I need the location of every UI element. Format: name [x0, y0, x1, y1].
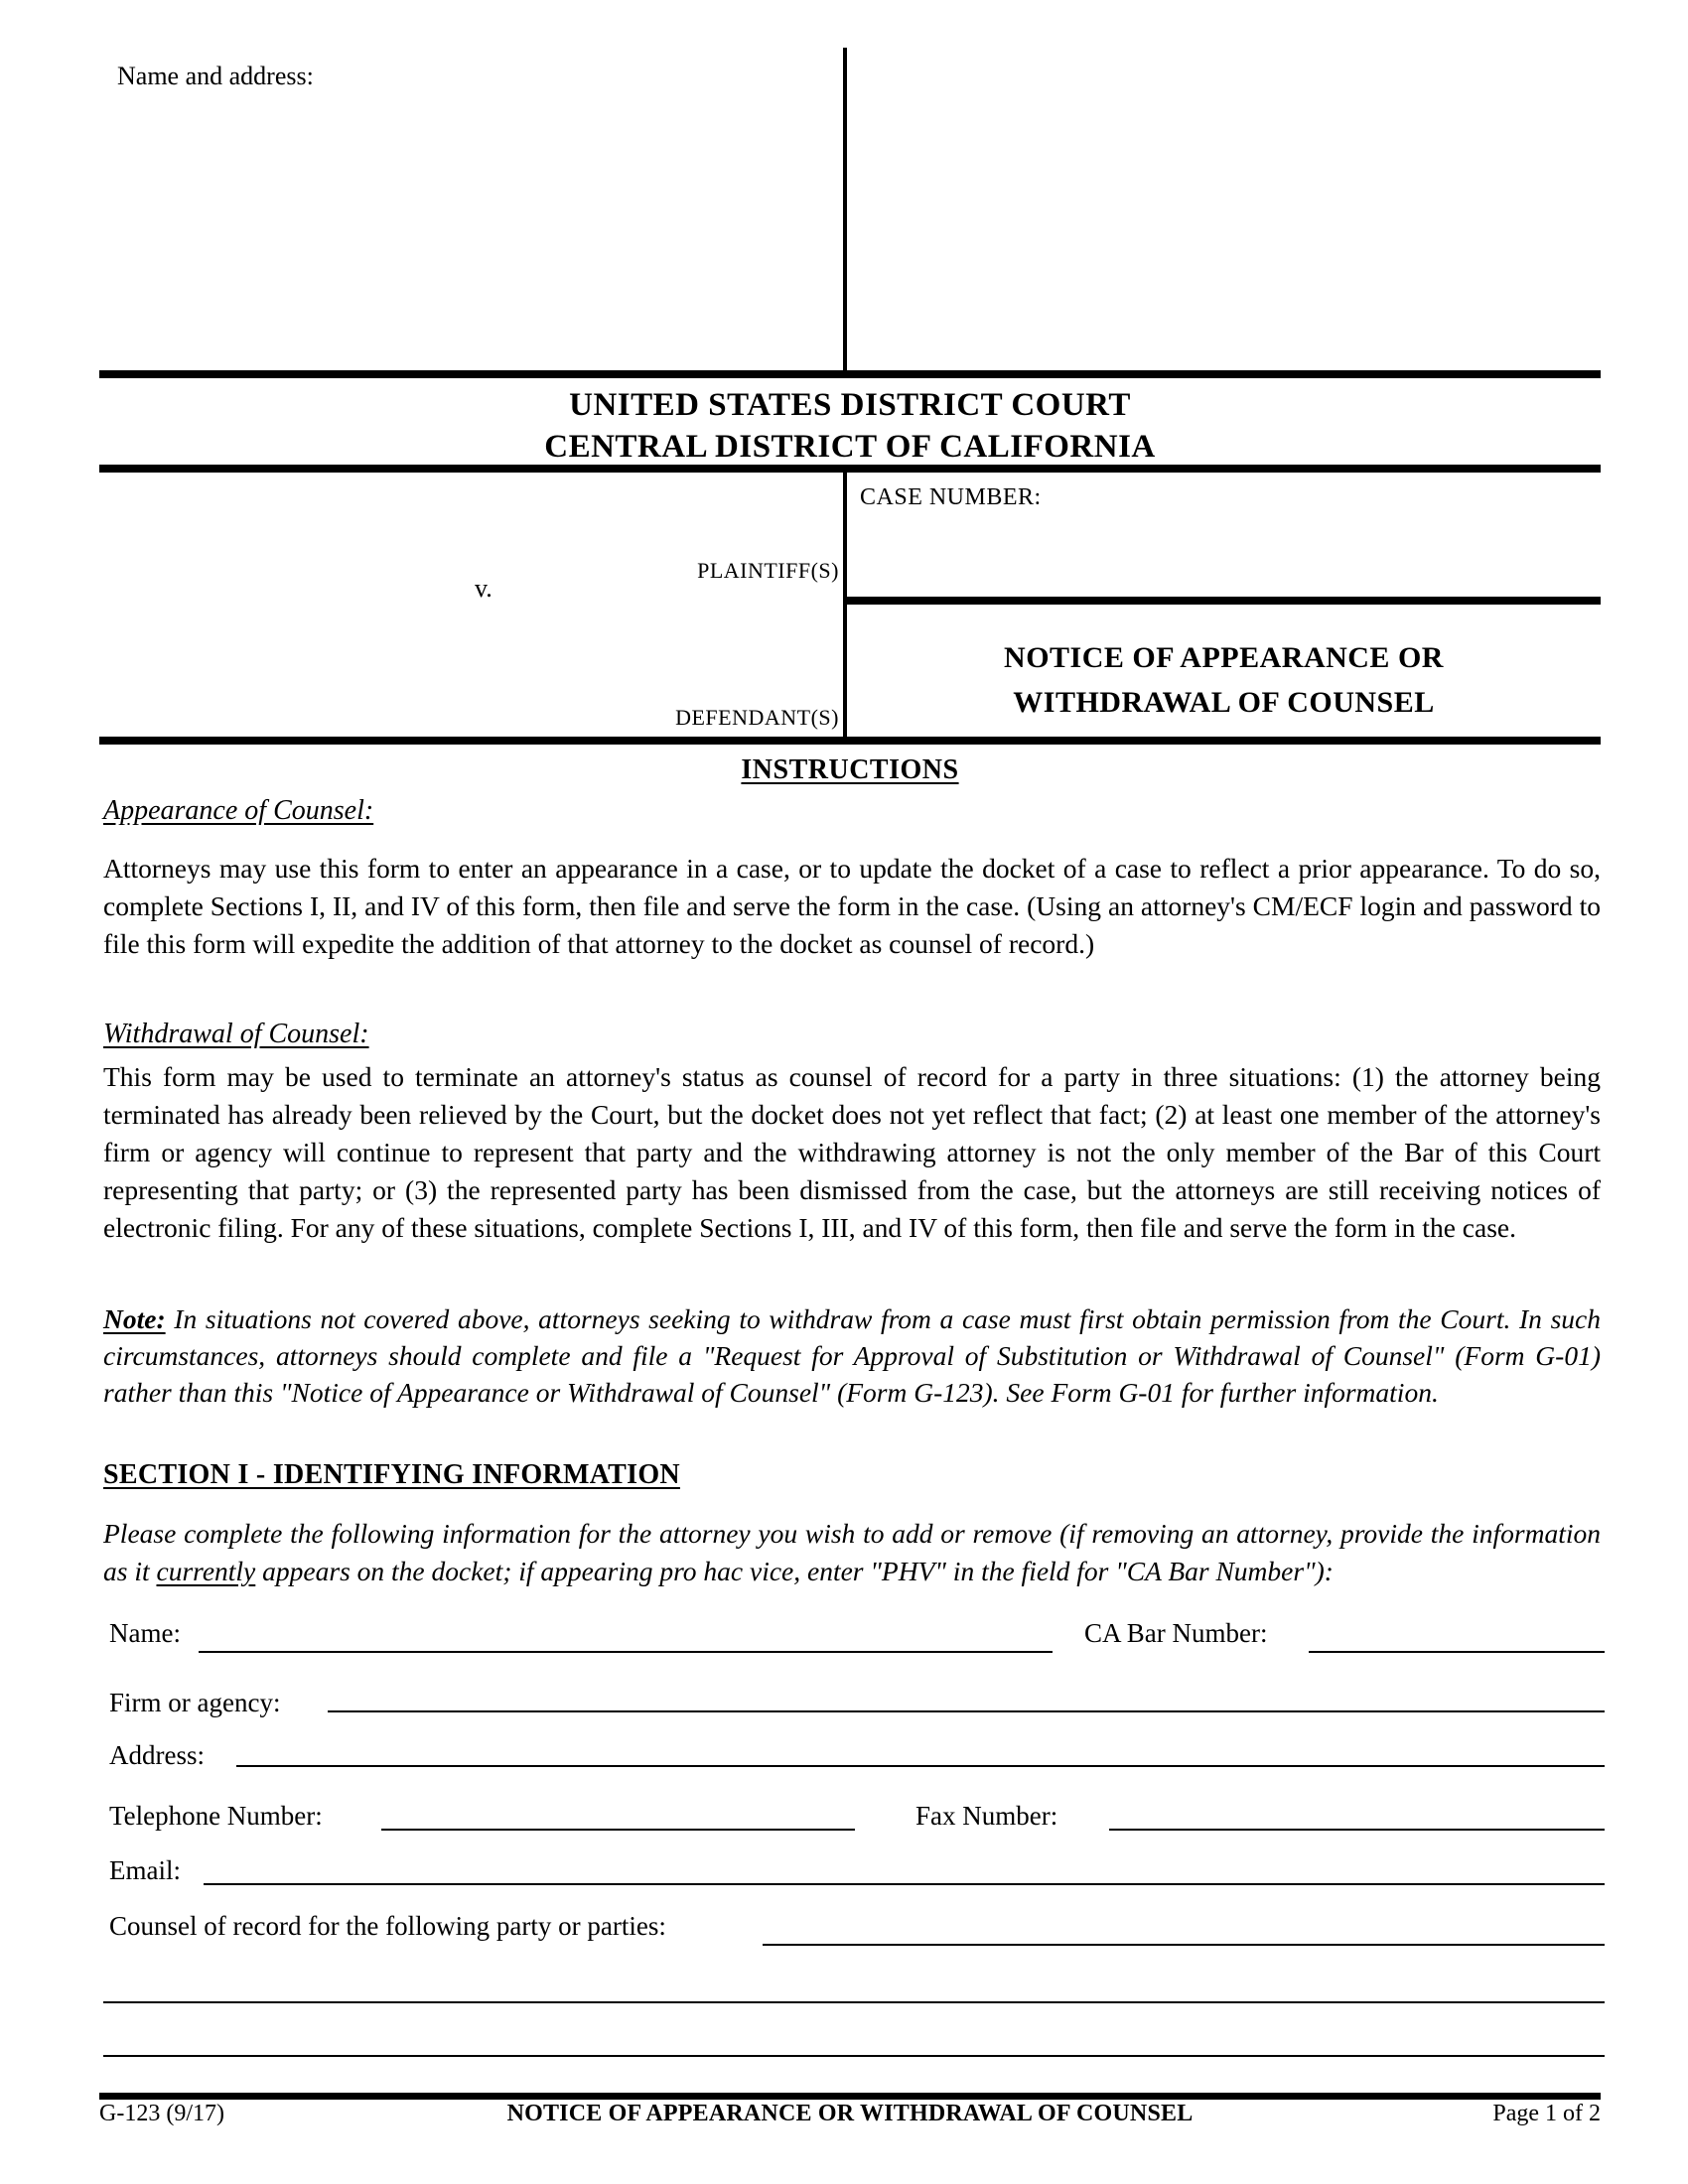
- firm-or-agency-label: Firm or agency:: [109, 1688, 281, 1717]
- appearance-heading-row: [103, 795, 373, 827]
- address-label: Address:: [109, 1740, 205, 1770]
- section1-intro: [103, 1515, 1601, 1590]
- case-number-label: CASE NUMBER:: [860, 484, 1042, 510]
- withdrawal-heading-row: [103, 1019, 369, 1050]
- name-address-label: Name and address:: [117, 62, 314, 90]
- court-name-line1: UNITED STATES DISTRICT COURT: [569, 387, 1131, 423]
- name-input[interactable]: [199, 1619, 1053, 1653]
- counsel-of-record-label: Counsel of record for the following party or parties:: [109, 1911, 666, 1941]
- footer-page-number: Page 1 of 2: [1492, 2101, 1601, 2126]
- document-title-line1: NOTICE OF APPEARANCE OR: [1004, 641, 1444, 674]
- document-title: [847, 635, 1601, 725]
- footer-title: NOTICE OF APPEARANCE OR WITHDRAWAL OF COUNSEL: [506, 2101, 1194, 2126]
- caption-bottom-rule: [99, 737, 1601, 745]
- header-vertical-divider: [843, 48, 847, 370]
- section1-intro-before: Please complete the following information for the attorney you wish to add or remove (if removing an attorney, provide the information as it: [103, 1518, 1601, 1586]
- court-name: [99, 384, 1601, 468]
- court-name-line2: CENTRAL DISTRICT OF CALIFORNIA: [544, 429, 1156, 465]
- instructions-heading: INSTRUCTIONS: [741, 754, 959, 785]
- appearance-paragraph: Attorneys may use this form to enter an appearance in a case, or to update the docket of a case to reflect a prior appearance. To do so, complete Sections I, II, and IV of this form, then file and serve the form in the case. (Using an attorney's CM/ECF login and password to file this form will expedite the addition of that attorney to the docket as counsel of record.): [103, 853, 1601, 959]
- plaintiff-label: PLAINTIFF(S): [697, 558, 839, 583]
- appearance-of-counsel-heading: Appearance of Counsel:: [103, 795, 374, 826]
- section1-intro-underlined-word: currently: [156, 1556, 256, 1586]
- note-label: Note:: [103, 1303, 166, 1334]
- defendant-name-area[interactable]: [109, 611, 834, 695]
- note-paragraph: [103, 1300, 1601, 1411]
- section1-heading-row: [103, 1459, 680, 1491]
- header-bottom-rule: [99, 465, 1601, 473]
- telephone-number-input[interactable]: [381, 1797, 855, 1831]
- firm-or-agency-input[interactable]: [328, 1679, 1605, 1712]
- ca-bar-number-label: CA Bar Number:: [1084, 1618, 1268, 1648]
- fax-number-label: Fax Number:: [915, 1801, 1058, 1831]
- case-number-input-area[interactable]: [860, 518, 1595, 593]
- counsel-of-record-input[interactable]: [763, 1912, 1605, 1946]
- withdrawal-paragraph: This form may be used to terminate an attorney's status as counsel of record for a party in three situations: (1) the attorney being terminated has already been relieved by the Court, but the docket does not yet reflect that fact; (2) at least one member of the attorney's firm or agency will continue to represent that party and the withdrawing attorney is not the only member of the Bar of this Court representing that party; or (3) the represented party has been dismissed from the case, but the attorneys are still receiving notices of electronic filing. For any of these situations, complete Sections I, III, and IV of this form, then file and serve the form in the case.: [103, 1061, 1601, 1243]
- section1-intro-after: appears on the docket; if appearing pro hac vice, enter "PHV" in the field for "CA Bar Number"):: [255, 1556, 1334, 1586]
- ca-bar-number-input[interactable]: [1309, 1619, 1605, 1653]
- telephone-number-label: Telephone Number:: [109, 1801, 323, 1831]
- email-input[interactable]: [204, 1851, 1605, 1885]
- footer: [99, 2101, 1601, 2134]
- instructions-heading-row: [99, 754, 1601, 786]
- fax-number-input[interactable]: [1109, 1797, 1605, 1831]
- counsel-of-record-continuation-input-2[interactable]: [103, 2023, 1605, 2057]
- name-label: Name:: [109, 1618, 181, 1648]
- header-top-rule: [99, 370, 1601, 378]
- case-box-rule: [843, 597, 1601, 605]
- address-input[interactable]: [236, 1733, 1605, 1767]
- plaintiff-name-area[interactable]: [109, 477, 834, 556]
- versus-label: v.: [475, 574, 492, 603]
- footer-form-number: G-123 (9/17): [99, 2101, 224, 2126]
- defendant-label: DEFENDANT(S): [675, 705, 839, 730]
- email-label: Email:: [109, 1855, 181, 1885]
- counsel-of-record-continuation-input-1[interactable]: [103, 1970, 1605, 2003]
- document-title-line2: WITHDRAWAL OF COUNSEL: [1013, 686, 1435, 719]
- footer-rule: [99, 2093, 1601, 2100]
- note-body: In situations not covered above, attorneys seeking to withdraw from a case must first obtain permission from the Court. In such circumstances, attorneys should complete and file a "Request for Approval of Substitution or Withdrawal of Counsel" (Form G-01) rather than this "Notice of Appearance or Withdrawal of Counsel" (Form G-123). See Form G-01 for further information.: [103, 1303, 1601, 1408]
- withdrawal-of-counsel-heading: Withdrawal of Counsel:: [103, 1019, 369, 1049]
- name-address-input-area[interactable]: [117, 103, 822, 356]
- section1-heading: SECTION I - IDENTIFYING INFORMATION: [103, 1459, 680, 1490]
